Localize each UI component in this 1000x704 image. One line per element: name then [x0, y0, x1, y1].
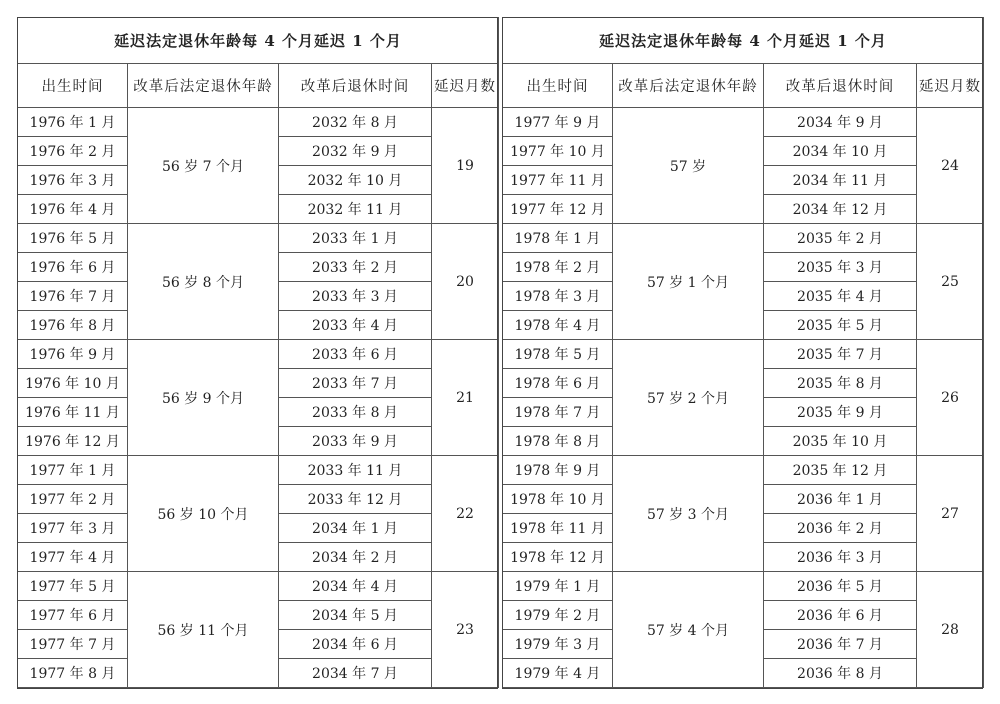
retirement-age-cell: 56 岁 9 个月: [128, 340, 279, 456]
table-row: [503, 108, 984, 137]
retirement-table: [502, 17, 984, 688]
retirement-date-cell: 2034 年 10 月: [764, 137, 917, 166]
birth-date-cell: 1977 年 5 月: [18, 572, 128, 601]
birth-date-cell: 1976 年 5 月: [18, 224, 128, 253]
retirement-date-cell: 2034 年 6 月: [279, 630, 432, 659]
retirement-age-cell: 57 岁 1 个月: [613, 224, 764, 340]
birth-date-cell: 1978 年 10 月: [503, 485, 613, 514]
birth-date-cell: 1979 年 2 月: [503, 601, 613, 630]
table-row: [503, 340, 984, 369]
retirement-date-cell: 2035 年 8 月: [764, 369, 917, 398]
table-row: [18, 224, 499, 253]
birth-date-cell: 1978 年 6 月: [503, 369, 613, 398]
retirement-table-right: [502, 17, 984, 688]
birth-date-cell: 1977 年 1 月: [18, 456, 128, 485]
delay-months-cell: 21: [432, 340, 499, 456]
retirement-date-cell: 2035 年 10 月: [764, 427, 917, 456]
retirement-age-cell: 57 岁: [613, 108, 764, 224]
table-row: [503, 456, 984, 485]
birth-date-cell: 1977 年 3 月: [18, 514, 128, 543]
birth-date-cell: 1977 年 6 月: [18, 601, 128, 630]
retirement-date-cell: 2036 年 2 月: [764, 514, 917, 543]
retirement-date-cell: 2035 年 2 月: [764, 224, 917, 253]
delay-months-cell: 26: [917, 340, 984, 456]
retirement-date-cell: 2032 年 10 月: [279, 166, 432, 195]
retirement-age-cell: 56 岁 10 个月: [128, 456, 279, 572]
retirement-date-cell: 2034 年 2 月: [279, 543, 432, 572]
retirement-date-cell: 2035 年 12 月: [764, 456, 917, 485]
birth-date-cell: 1977 年 2 月: [18, 485, 128, 514]
table-row: [503, 572, 984, 601]
birth-date-cell: 1978 年 11 月: [503, 514, 613, 543]
retirement-date-cell: 2032 年 8 月: [279, 108, 432, 137]
retirement-age-cell: 56 岁 11 个月: [128, 572, 279, 688]
delay-months-cell: 28: [917, 572, 984, 688]
retirement-date-cell: 2033 年 1 月: [279, 224, 432, 253]
retirement-date-cell: 2033 年 9 月: [279, 427, 432, 456]
header-retirement-date: 改革后退休时间: [279, 64, 432, 108]
birth-date-cell: 1976 年 7 月: [18, 282, 128, 311]
delay-months-cell: 20: [432, 224, 499, 340]
retirement-date-cell: 2035 年 5 月: [764, 311, 917, 340]
retirement-date-cell: 2033 年 3 月: [279, 282, 432, 311]
header-delay-months: 延迟月数: [917, 64, 984, 108]
delay-months-cell: 23: [432, 572, 499, 688]
retirement-age-cell: 57 岁 2 个月: [613, 340, 764, 456]
retirement-date-cell: 2036 年 3 月: [764, 543, 917, 572]
retirement-date-cell: 2034 年 1 月: [279, 514, 432, 543]
birth-date-cell: 1976 年 11 月: [18, 398, 128, 427]
birth-date-cell: 1979 年 4 月: [503, 659, 613, 688]
retirement-date-cell: 2033 年 11 月: [279, 456, 432, 485]
retirement-age-cell: 57 岁 4 个月: [613, 572, 764, 688]
birth-date-cell: 1977 年 9 月: [503, 108, 613, 137]
retirement-date-cell: 2034 年 12 月: [764, 195, 917, 224]
birth-date-cell: 1978 年 7 月: [503, 398, 613, 427]
birth-date-cell: 1979 年 1 月: [503, 572, 613, 601]
header-birth-date: 出生时间: [18, 64, 128, 108]
birth-date-cell: 1976 年 6 月: [18, 253, 128, 282]
delay-months-cell: 19: [432, 108, 499, 224]
delay-months-cell: 27: [917, 456, 984, 572]
birth-date-cell: 1976 年 2 月: [18, 137, 128, 166]
retirement-date-cell: 2036 年 1 月: [764, 485, 917, 514]
birth-date-cell: 1978 年 4 月: [503, 311, 613, 340]
table-title: 延迟法定退休年龄每 4 个月延迟 1 个月: [503, 18, 984, 64]
header-retirement-age: 改革后法定退休年龄: [613, 64, 764, 108]
retirement-date-cell: 2033 年 7 月: [279, 369, 432, 398]
birth-date-cell: 1977 年 10 月: [503, 137, 613, 166]
retirement-age-cell: 57 岁 3 个月: [613, 456, 764, 572]
retirement-date-cell: 2034 年 11 月: [764, 166, 917, 195]
header-retirement-date: 改革后退休时间: [764, 64, 917, 108]
birth-date-cell: 1976 年 12 月: [18, 427, 128, 456]
birth-date-cell: 1978 年 9 月: [503, 456, 613, 485]
birth-date-cell: 1976 年 8 月: [18, 311, 128, 340]
retirement-date-cell: 2035 年 7 月: [764, 340, 917, 369]
birth-date-cell: 1977 年 4 月: [18, 543, 128, 572]
table-title: 延迟法定退休年龄每 4 个月延迟 1 个月: [18, 18, 499, 64]
retirement-date-cell: 2034 年 4 月: [279, 572, 432, 601]
retirement-date-cell: 2036 年 7 月: [764, 630, 917, 659]
birth-date-cell: 1978 年 1 月: [503, 224, 613, 253]
retirement-date-cell: 2035 年 9 月: [764, 398, 917, 427]
table-row: [18, 340, 499, 369]
birth-date-cell: 1976 年 9 月: [18, 340, 128, 369]
retirement-date-cell: 2033 年 2 月: [279, 253, 432, 282]
retirement-table: [17, 17, 499, 688]
retirement-date-cell: 2036 年 8 月: [764, 659, 917, 688]
retirement-date-cell: 2033 年 8 月: [279, 398, 432, 427]
retirement-date-cell: 2034 年 5 月: [279, 601, 432, 630]
header-retirement-age: 改革后法定退休年龄: [128, 64, 279, 108]
birth-date-cell: 1976 年 10 月: [18, 369, 128, 398]
retirement-date-cell: 2034 年 7 月: [279, 659, 432, 688]
retirement-date-cell: 2034 年 9 月: [764, 108, 917, 137]
birth-date-cell: 1977 年 7 月: [18, 630, 128, 659]
birth-date-cell: 1979 年 3 月: [503, 630, 613, 659]
retirement-age-cell: 56 岁 7 个月: [128, 108, 279, 224]
retirement-date-cell: 2033 年 12 月: [279, 485, 432, 514]
table-row: [18, 108, 499, 137]
retirement-date-cell: 2036 年 6 月: [764, 601, 917, 630]
birth-date-cell: 1977 年 8 月: [18, 659, 128, 688]
header-delay-months: 延迟月数: [432, 64, 499, 108]
header-birth-date: 出生时间: [503, 64, 613, 108]
table-row: [503, 224, 984, 253]
retirement-date-cell: 2032 年 11 月: [279, 195, 432, 224]
birth-date-cell: 1978 年 3 月: [503, 282, 613, 311]
delay-months-cell: 25: [917, 224, 984, 340]
birth-date-cell: 1978 年 12 月: [503, 543, 613, 572]
table-row: [18, 572, 499, 601]
birth-date-cell: 1978 年 5 月: [503, 340, 613, 369]
retirement-date-cell: 2035 年 4 月: [764, 282, 917, 311]
birth-date-cell: 1976 年 3 月: [18, 166, 128, 195]
birth-date-cell: 1977 年 12 月: [503, 195, 613, 224]
retirement-date-cell: 2033 年 6 月: [279, 340, 432, 369]
table-row: [18, 456, 499, 485]
retirement-date-cell: 2032 年 9 月: [279, 137, 432, 166]
retirement-date-cell: 2036 年 5 月: [764, 572, 917, 601]
retirement-age-cell: 56 岁 8 个月: [128, 224, 279, 340]
birth-date-cell: 1976 年 4 月: [18, 195, 128, 224]
retirement-date-cell: 2035 年 3 月: [764, 253, 917, 282]
birth-date-cell: 1976 年 1 月: [18, 108, 128, 137]
retirement-table-left: [17, 17, 499, 688]
delay-months-cell: 22: [432, 456, 499, 572]
birth-date-cell: 1978 年 8 月: [503, 427, 613, 456]
birth-date-cell: 1977 年 11 月: [503, 166, 613, 195]
birth-date-cell: 1978 年 2 月: [503, 253, 613, 282]
retirement-date-cell: 2033 年 4 月: [279, 311, 432, 340]
delay-months-cell: 24: [917, 108, 984, 224]
